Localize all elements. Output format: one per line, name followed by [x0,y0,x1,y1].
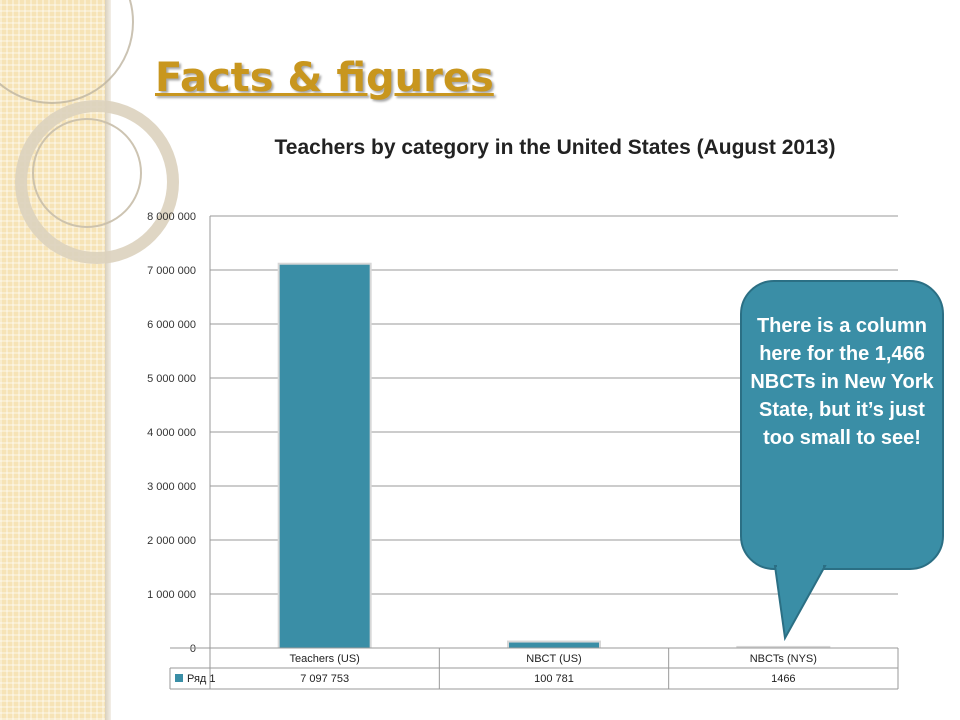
y-tick-label: 4 000 000 [147,427,196,439]
y-tick-label: 0 [189,643,196,655]
x-category-label: NBCTs (NYS) [749,653,817,665]
legend-series-name: Ряд 1 [187,673,216,685]
y-tick-label: 2 000 000 [147,535,196,547]
x-category-label: NBCT (US) [526,653,582,665]
y-tick-label: 6 000 000 [147,319,196,331]
data-label: 7 097 753 [300,673,350,685]
chart-title: Teachers by category in the United States (August 2013) [274,136,836,159]
y-tick-label: 7 000 000 [147,265,196,277]
y-tick-label: 3 000 000 [147,481,196,493]
y-tick-label: 5 000 000 [147,373,196,385]
x-category-label: Teachers (US) [289,653,360,665]
data-label: 100 781 [534,673,574,685]
slide-title: Facts & figures [155,55,494,101]
data-label: 1466 [771,673,796,685]
callout-text: There is a column here for the 1,466 NBCTs in New York State, but it’s just too small to see! [750,315,934,449]
y-tick-label: 1 000 000 [147,589,196,601]
y-tick-label: 8 000 000 [147,211,196,223]
